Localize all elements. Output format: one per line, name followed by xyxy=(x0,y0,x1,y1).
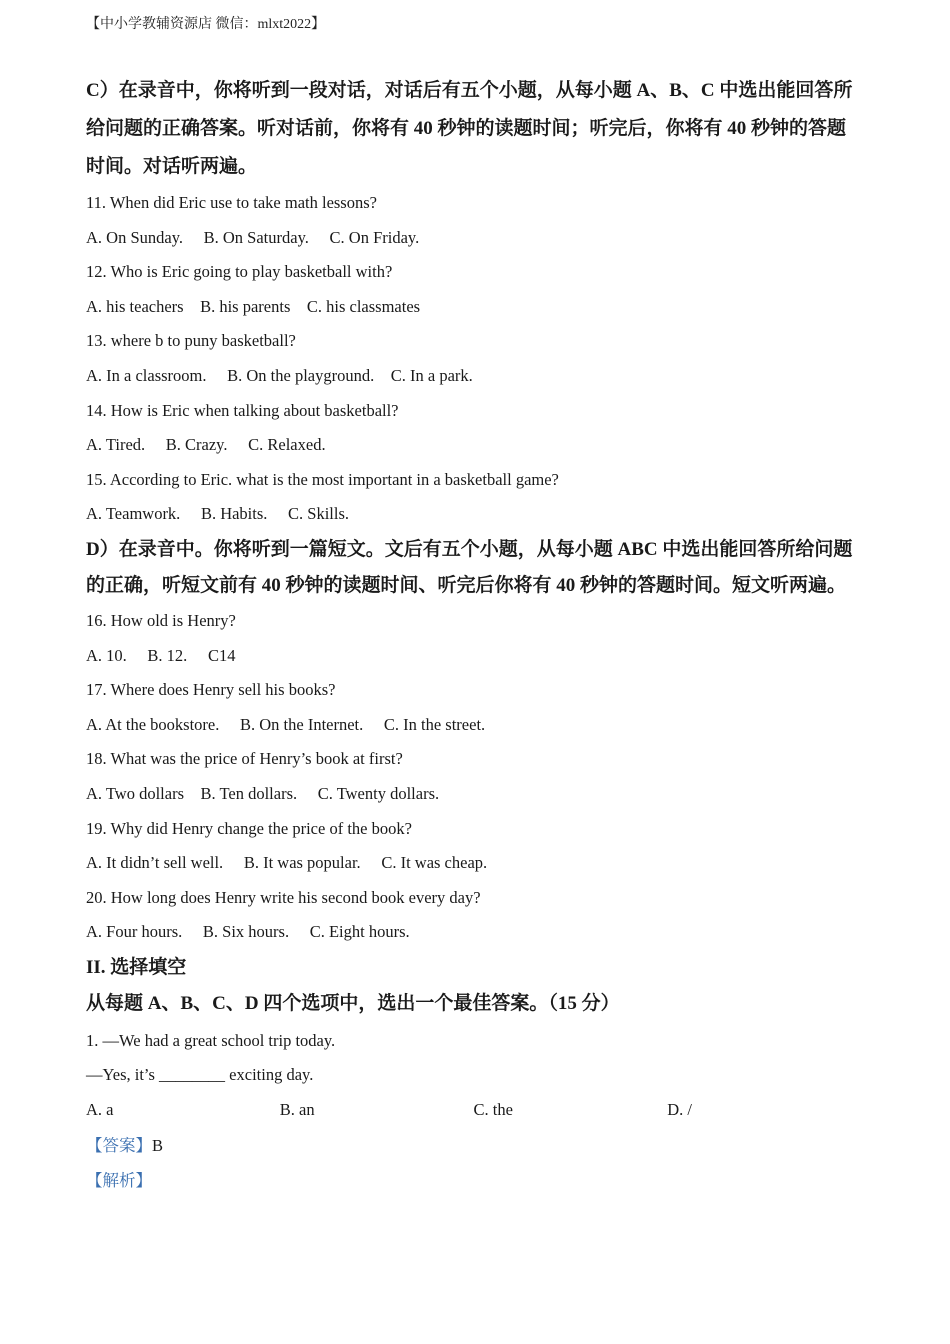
answer-value: B xyxy=(152,1135,164,1155)
question-13: 13. where b to puny basketball? xyxy=(86,331,296,351)
question-12: 12. Who is Eric going to play basketball with? xyxy=(86,262,393,282)
option-a: A. At the bookstore. xyxy=(86,714,220,734)
question-19-options xyxy=(86,846,861,881)
analysis-line xyxy=(86,1163,861,1198)
question-15-options xyxy=(86,497,861,532)
option-c: C. On Friday. xyxy=(329,227,420,247)
section-d-questions xyxy=(86,604,861,950)
option-b: B. Six hours. xyxy=(202,922,290,942)
option-b: B. Crazy. xyxy=(165,435,228,455)
question-16: 16. How old is Henry? xyxy=(86,610,236,630)
question-14-options xyxy=(86,428,861,463)
question-1-line-1: 1. —We had a great school trip today. xyxy=(86,1030,336,1050)
question-20-options xyxy=(86,915,861,950)
option-d: D. / xyxy=(667,1100,692,1120)
option-c: C14 xyxy=(207,645,236,665)
option-b: B. On the playground. xyxy=(227,365,375,385)
question-18-options xyxy=(86,777,861,812)
option-b: B. On Saturday. xyxy=(203,227,309,247)
option-b: B. 12. xyxy=(147,645,188,665)
option-b: B. his parents xyxy=(200,296,291,316)
option-b: B. On the Internet. xyxy=(240,714,364,734)
question-18: 18. What was the price of Henry’s book at first? xyxy=(86,749,403,769)
answer-line xyxy=(86,1128,861,1163)
option-c: C. his classmates xyxy=(306,296,421,316)
document-body xyxy=(86,72,861,1198)
section-c-instruction: C）在录音中，你将听到一段对话，对话后有五个小题，从每小题 A、B、C 中选出能回答所给问题的正确答案。听对话前，你将有 40 秒钟的读题时间；听完后，你将有 40 秒钟的答题时间。对话听两遍。 xyxy=(86,80,853,177)
option-c: C. In the street. xyxy=(383,714,486,734)
option-a: A. Teamwork. xyxy=(86,504,181,524)
question-15: 15. According to Eric. what is the most important in a basketball game? xyxy=(86,469,559,489)
question-20: 20. How long does Henry write his second book every day? xyxy=(86,887,481,907)
option-b: B. an xyxy=(279,1100,315,1120)
section-d-instruction: D）在录音中。你将听到一篇短文。文后有五个小题，从每小题 ABC 中选出能回答所给问题的正确，听短文前有 40 秒钟的读题时间、听完后你将有 40 秒钟的答题时间。短文听两遍。 xyxy=(86,538,853,596)
option-c: C. In a park. xyxy=(390,365,473,385)
option-a: A. Two dollars xyxy=(86,783,184,803)
option-a: A. 10. xyxy=(86,645,127,665)
option-c: C. the xyxy=(473,1100,513,1120)
question-14: 14. How is Eric when talking about basketball? xyxy=(86,400,399,420)
question-19: 19. Why did Henry change the price of the book? xyxy=(86,818,412,838)
question-16-options xyxy=(86,639,861,674)
option-a: A. a xyxy=(86,1100,114,1120)
question-13-options xyxy=(86,359,861,394)
analysis-tag: 【解析】 xyxy=(86,1170,152,1190)
option-b: B. Habits. xyxy=(200,504,268,524)
section-ii-title: II. 选择填空 xyxy=(86,956,187,978)
option-b: B. Ten dollars. xyxy=(200,783,298,803)
question-11-options xyxy=(86,221,861,256)
question-1-options xyxy=(86,1093,861,1128)
option-a: A. his teachers xyxy=(86,296,184,316)
option-a: A. Four hours. xyxy=(86,922,183,942)
question-12-options xyxy=(86,290,861,325)
option-c: C. Twenty dollars. xyxy=(317,783,440,803)
option-b: B. It was popular. xyxy=(243,853,361,873)
question-1-line-2: —Yes, it’s ________ exciting day. xyxy=(86,1065,314,1085)
option-c: C. Eight hours. xyxy=(309,922,410,942)
option-a: A. It didn’t sell well. xyxy=(86,853,224,873)
section-c-questions xyxy=(86,186,861,532)
answer-tag: 【答案】 xyxy=(86,1135,152,1155)
option-c: C. It was cheap. xyxy=(381,853,488,873)
option-a: A. Tired. xyxy=(86,435,146,455)
option-a: A. In a classroom. xyxy=(86,365,207,385)
option-a: A. On Sunday. xyxy=(86,227,184,247)
option-c: C. Skills. xyxy=(288,504,350,524)
question-17: 17. Where does Henry sell his books? xyxy=(86,680,336,700)
section-ii-instruction: 从每题 A、B、C、D 四个选项中，选出一个最佳答案。（15 分） xyxy=(86,992,620,1014)
question-17-options xyxy=(86,708,861,743)
option-c: C. Relaxed. xyxy=(248,435,326,455)
question-11: 11. When did Eric use to take math lessons? xyxy=(86,193,377,212)
page-header-watermark: 【中小学教辅资源店 微信：mlxt2022】 xyxy=(86,17,326,32)
